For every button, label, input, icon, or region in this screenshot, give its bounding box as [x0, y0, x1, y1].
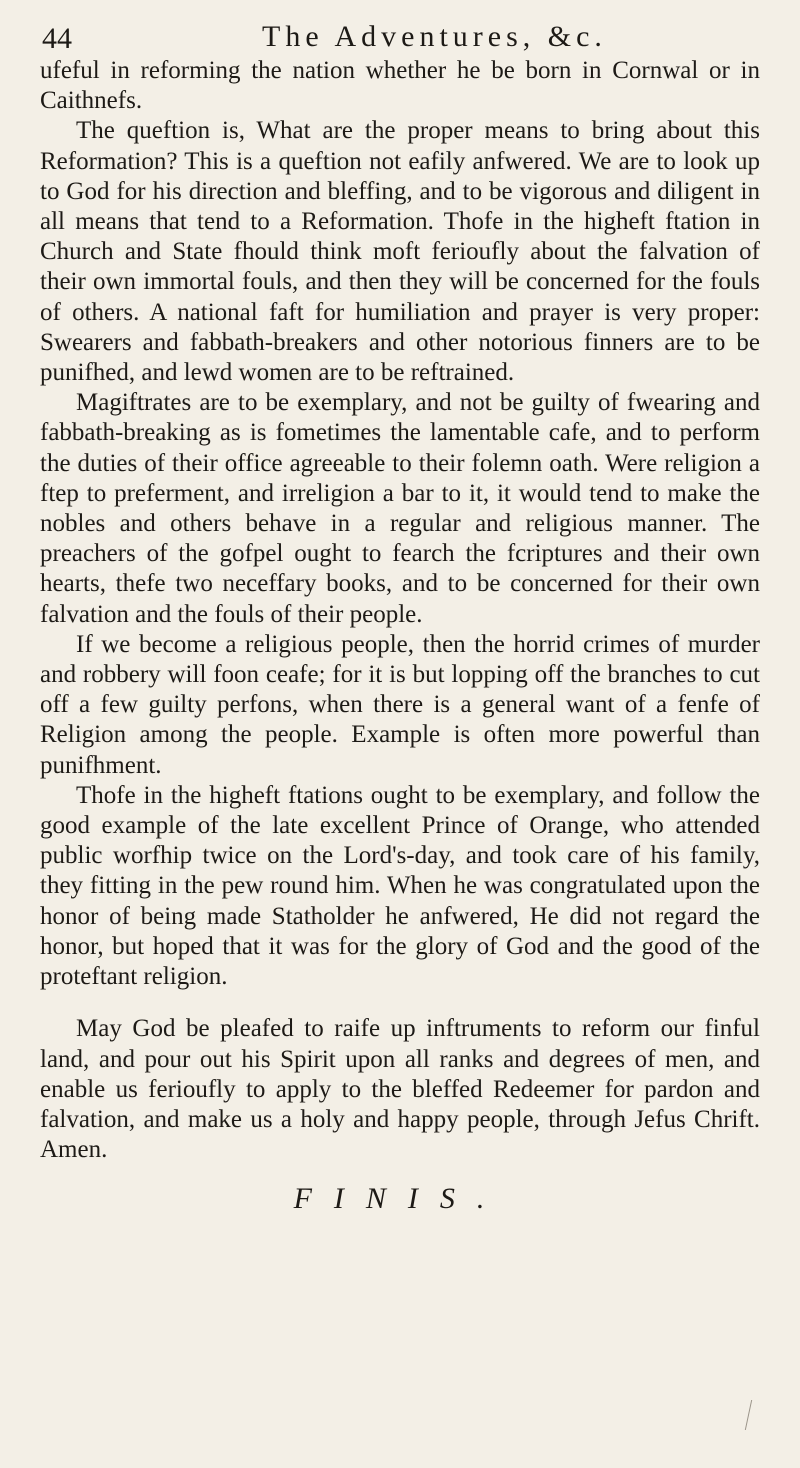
finis-text: FINIS.: [293, 1182, 507, 1215]
paragraph: ufeful in reforming the nation whether he be born in Cornwal or in Caithnefs.: [40, 57, 760, 115]
paragraph: If we become a religious people, then the horrid crimes of murder and robbery will foon ceafe; for it is but lopping off the branches to cut off a few guilty perfons, when there is a general want of a fenfe of Religion among the people. Example is often more powerful than punifhment.: [40, 630, 760, 779]
paragraph: Thofe in the higheft ftations ought to be exemplary, and follow the good example of the late excellent Prince of Orange, who attended public worfhip twice on the Lord's-day, and took care of his family, they fitting in the pew round him. When he was congratulated upon the honor of being made Statholder he anfwered, He did not regard the honor, but hoped that it was for the glory of God and the good of the proteftant religion.: [40, 781, 760, 991]
running-title: The Adventures, &c.: [262, 20, 607, 53]
paragraph: Magiftrates are to be exemplary, and not be guilty of fwearing and fabbath-breaking as is fometimes the lamentable cafe, and to perform the duties of their office agreeable to their folemn oath. Were religion a ftep to preferment, and irreligion a bar to it, it would tend to make the nobles and others behave in a regular and religious manner. The preachers of the gofpel ought to fearch the fcriptures and their own hearts, thefe two neceffary books, and to be concerned for their own falvation and the fouls of their people.: [40, 389, 760, 628]
page-header: [40, 16, 760, 60]
paragraph: The queftion is, What are the proper means to bring about this Reformation? This is a queftion not eafily anfwered. We are to look up to God for his direction and bleffing, and to be vigorous and diligent in all means that tend to a Reformation. Thofe in the higheft ftation in Church and State fhould think moft ferioufly about the falvation of their own immortal fouls, and then they will be concerned for the fouls of others. A national faft for humiliation and prayer is very proper: Swearers and fabbath-breakers and other notorious finners are to be punifhed, and lewd women are to be reftrained.: [40, 117, 760, 387]
paragraph: May God be pleafed to raife up inftruments to reform our finful land, and pour out his Spirit upon all ranks and degrees of men, and enable us ferioufly to apply to the bleffed Redeemer for pardon and falvation, and make us a holy and happy people, through Jefus Chrift. Amen.: [40, 1015, 760, 1164]
body-text: [40, 56, 760, 1165]
ink-mark: [745, 1400, 760, 1430]
page-number: 44: [42, 22, 72, 55]
